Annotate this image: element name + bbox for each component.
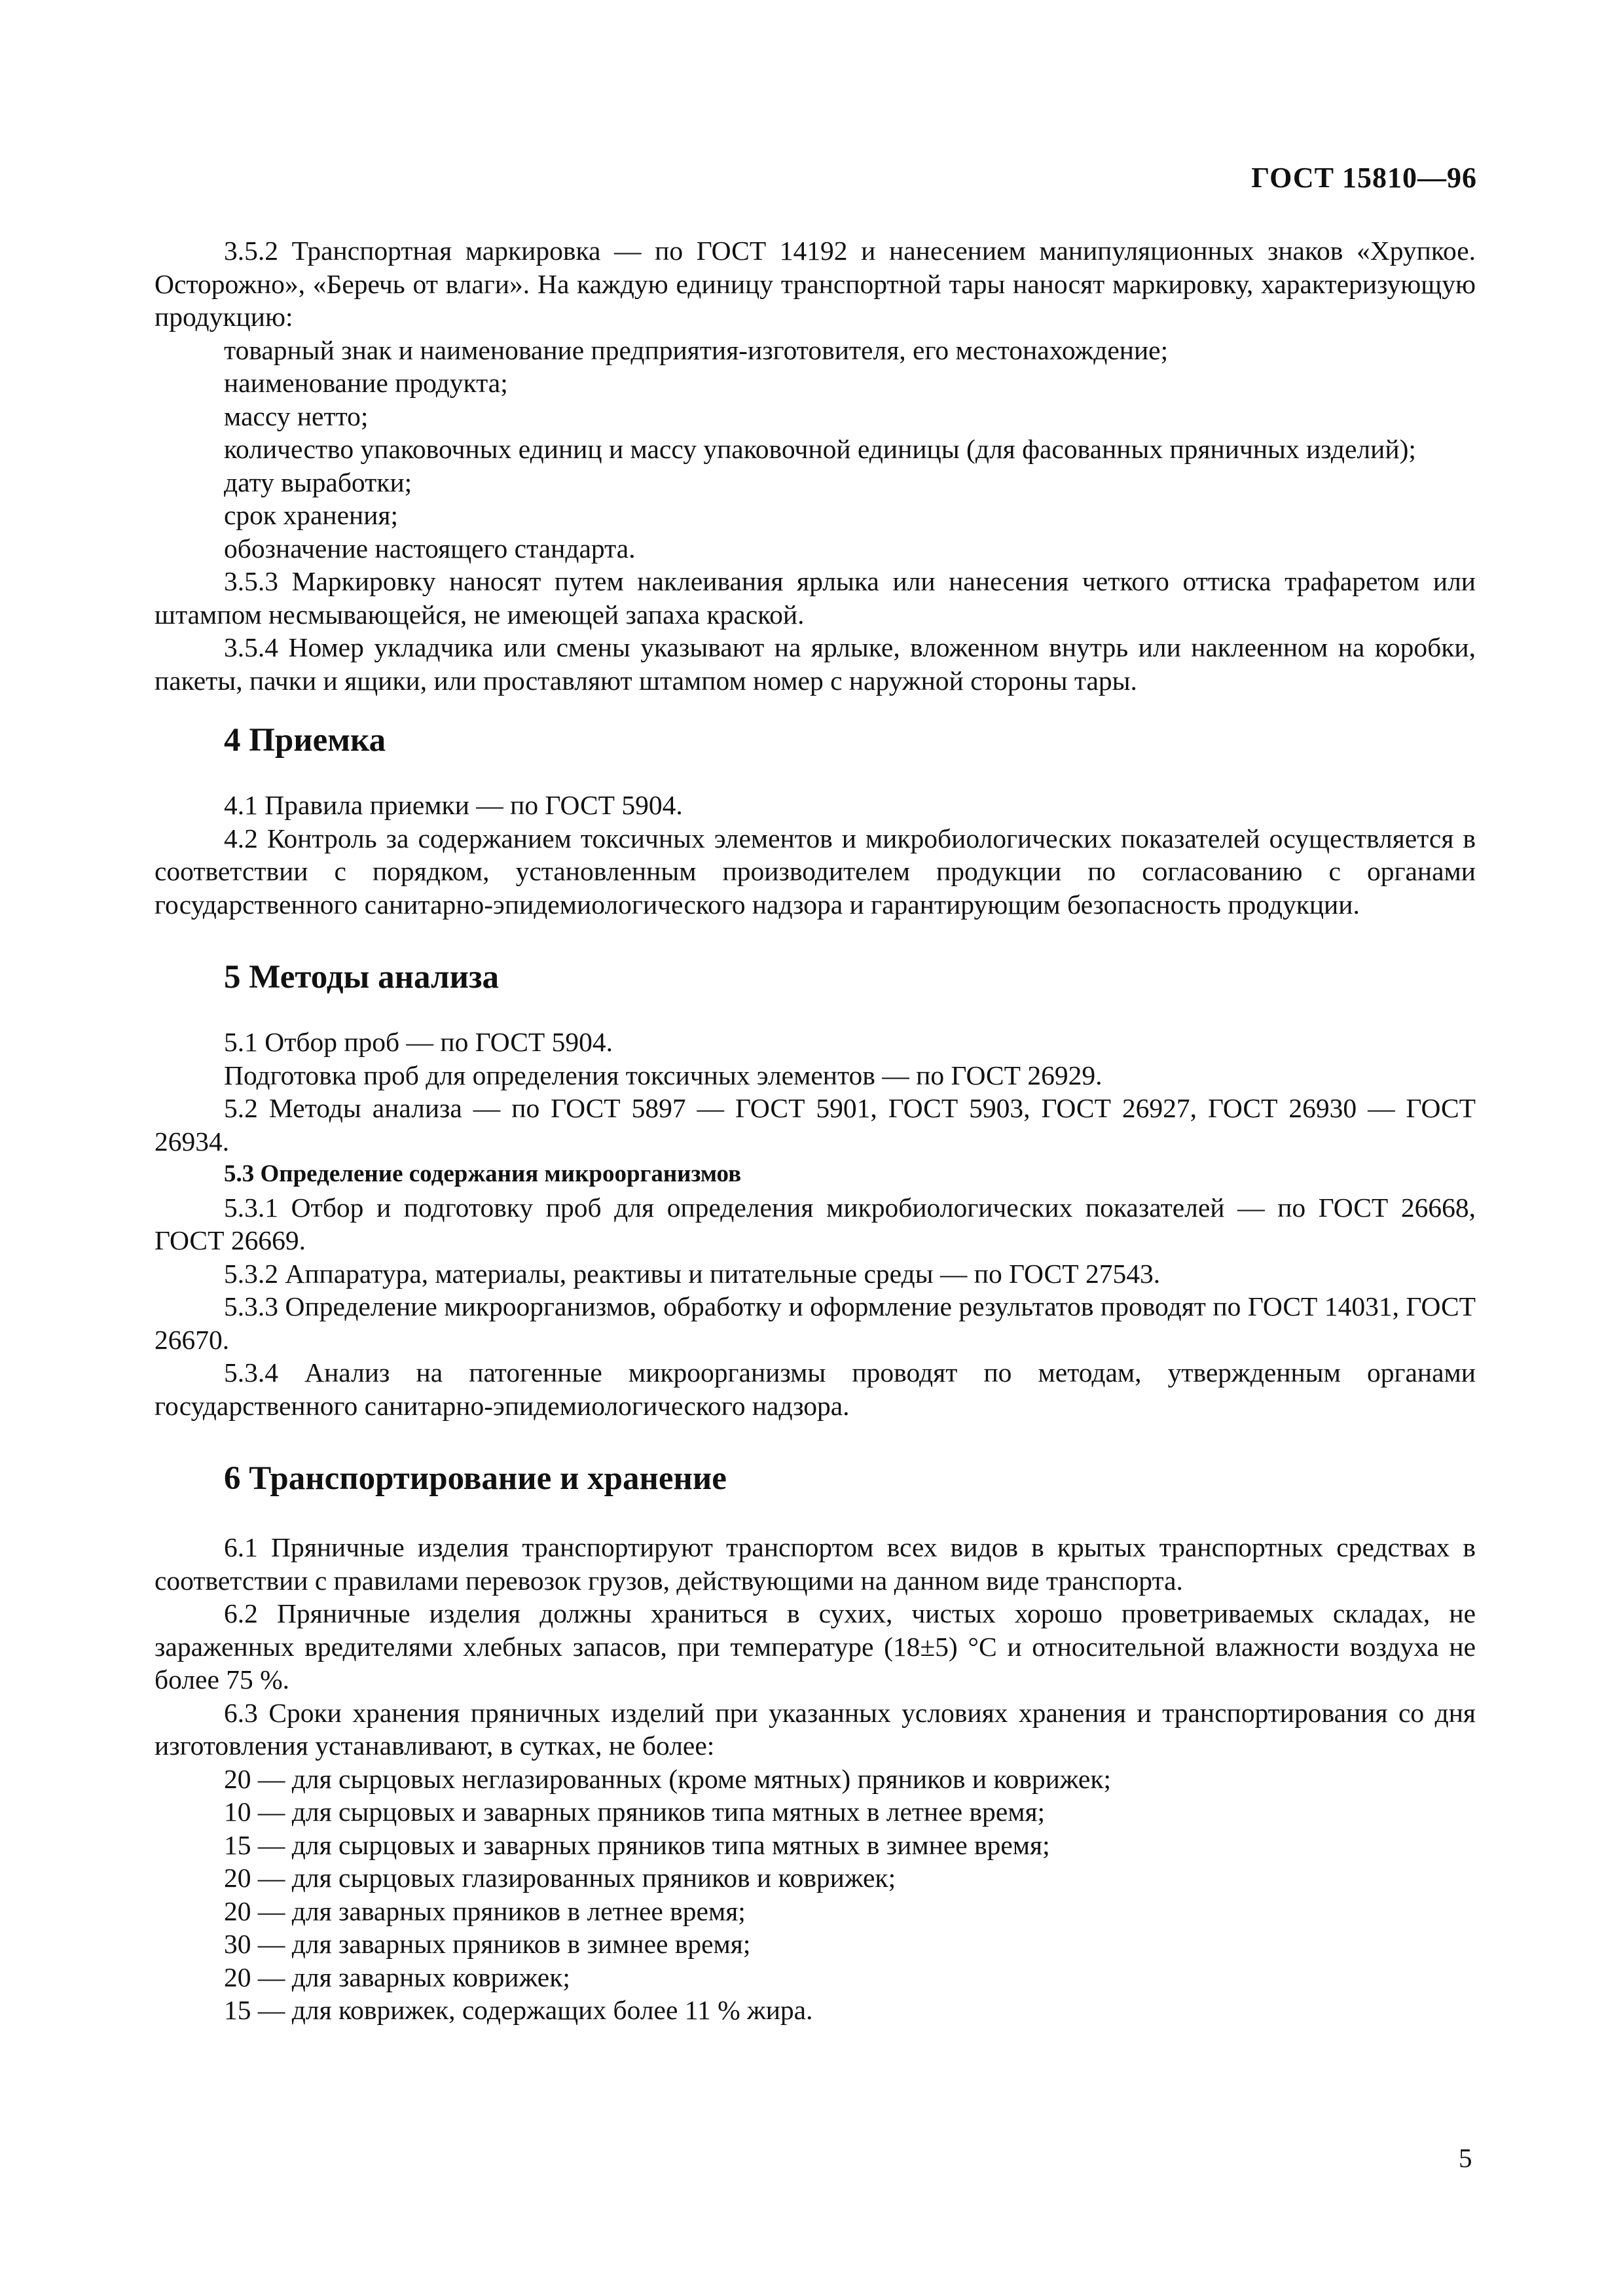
storage-term-item: 10 — для сырцовых и заварных пряников типа мятных в летнее время;	[224, 1797, 1046, 1827]
page-content	[155, 234, 1476, 2027]
page-number: 5	[1459, 2143, 1472, 2173]
storage-term-item: 30 — для заварных пряников в зимнее время;	[224, 1929, 751, 1959]
paragraph-4-1: 4.1 Правила приемки — по ГОСТ 5904.	[224, 790, 683, 820]
subsection-5-3-heading: 5.3 Определение содержания микроорганизмов	[224, 1160, 742, 1187]
paragraph-3-5-3: 3.5.3 Маркировку наносят путем наклеивания ярлыка или нанесения четкого оттиска трафаретом или штампом несмывающейся, не имеющей запаха краской.	[155, 566, 1476, 630]
marking-item: массу нетто;	[224, 401, 369, 431]
paragraph-5-1-sample-prep: Подготовка проб для определения токсичных элементов — по ГОСТ 26929.	[224, 1060, 1103, 1090]
storage-term-item: 15 — для сырцовых и заварных пряников типа мятных в зимнее время;	[224, 1829, 1050, 1860]
paragraph-5-1: 5.1 Отбор проб — по ГОСТ 5904.	[224, 1027, 613, 1057]
paragraph-6-2: 6.2 Пряничные изделия должны храниться в сухих, чистых хорошо проветриваемых складах, не зараженных вредителями хлебных запасов, при температуре (18±5) °С и относительной влажности воздуха не более 75 %.	[155, 1598, 1476, 1695]
marking-item: обозначение настоящего стандарта.	[224, 533, 636, 564]
paragraph-5-3-4: 5.3.4 Анализ на патогенные микроорганизмы проводят по методам, утвержденным органами государственного санитарно-эпидемиологического надзора.	[155, 1357, 1476, 1421]
section-4-heading: 4 Приемка	[224, 722, 386, 759]
storage-term-item: 20 — для сырцовых глазированных пряников и коврижек;	[224, 1863, 896, 1893]
paragraph-6-3: 6.3 Сроки хранения пряничных изделий при указанных условиях хранения и транспортирования со дня изготовления устанавливают, в сутках, не более:	[155, 1697, 1476, 1761]
marking-item: товарный знак и наименование предприятия-изготовителя, его местонахождение;	[224, 334, 1169, 365]
paragraph-5-3-3: 5.3.3 Определение микроорганизмов, обработку и оформление результатов проводят по ГОСТ 14031, ГОСТ 26670.	[155, 1291, 1476, 1355]
marking-item: количество упаковочных единиц и массу упаковочной единицы (для фасованных пряничных изделий);	[224, 434, 1416, 464]
paragraph-5-3-2: 5.3.2 Аппаратура, материалы, реактивы и питательные среды — по ГОСТ 27543.	[224, 1258, 1161, 1289]
paragraph-3-5-4: 3.5.4 Номер укладчика или смены указывают на ярлыке, вложенном внутрь или наклеенном на коробки, пакеты, пачки и ящики, или проставляют штампом номер с наружной стороны тары.	[155, 632, 1476, 696]
paragraph-3-5-2: 3.5.2 Транспортная маркировка — по ГОСТ 14192 и нанесением манипуляционных знаков «Хрупкое. Осторожно», «Беречь от влаги». На каждую единицу транспортной тары наносят маркировку, характеризующую продукцию:	[155, 236, 1476, 332]
marking-item: наименование продукта;	[224, 368, 508, 398]
storage-term-item: 20 — для заварных коврижек;	[224, 1962, 570, 1992]
paragraph-4-2: 4.2 Контроль за содержанием токсичных элементов и микробиологических показателей осуществляется в соответствии с порядком, установленным производителем продукции по согласованию с органами государственного санитарно-эпидемиологического надзора и гарантирующим безопасность продукции.	[155, 823, 1476, 920]
section-5-heading: 5 Методы анализа	[224, 959, 499, 996]
section-6-heading: 6 Транспортирование и хранение	[224, 1460, 727, 1497]
marking-item: срок хранения;	[224, 500, 399, 530]
paragraph-5-2: 5.2 Методы анализа — по ГОСТ 5897 — ГОСТ 5901, ГОСТ 5903, ГОСТ 26927, ГОСТ 26930 — ГОСТ 26934.	[155, 1093, 1476, 1157]
marking-item: дату выработки;	[224, 467, 412, 497]
paragraph-6-1: 6.1 Пряничные изделия транспортируют транспортом всех видов в крытых транспортных средствах в соответствии с правилами перевозок грузов, действующими на данном виде транспорта.	[155, 1532, 1476, 1596]
storage-term-item: 20 — для сырцовых неглазированных (кроме мятных) пряников и коврижек;	[224, 1763, 1112, 1794]
document-code-header: ГОСТ 15810—96	[1251, 162, 1477, 194]
storage-term-item: 20 — для заварных пряников в летнее время;	[224, 1895, 746, 1926]
storage-term-item: 15 — для коврижек, содержащих более 11 % жира.	[224, 1995, 813, 2025]
paragraph-5-3-1: 5.3.1 Отбор и подготовку проб для определения микробиологических показателей — по ГОСТ 26668, ГОСТ 26669.	[155, 1192, 1476, 1255]
